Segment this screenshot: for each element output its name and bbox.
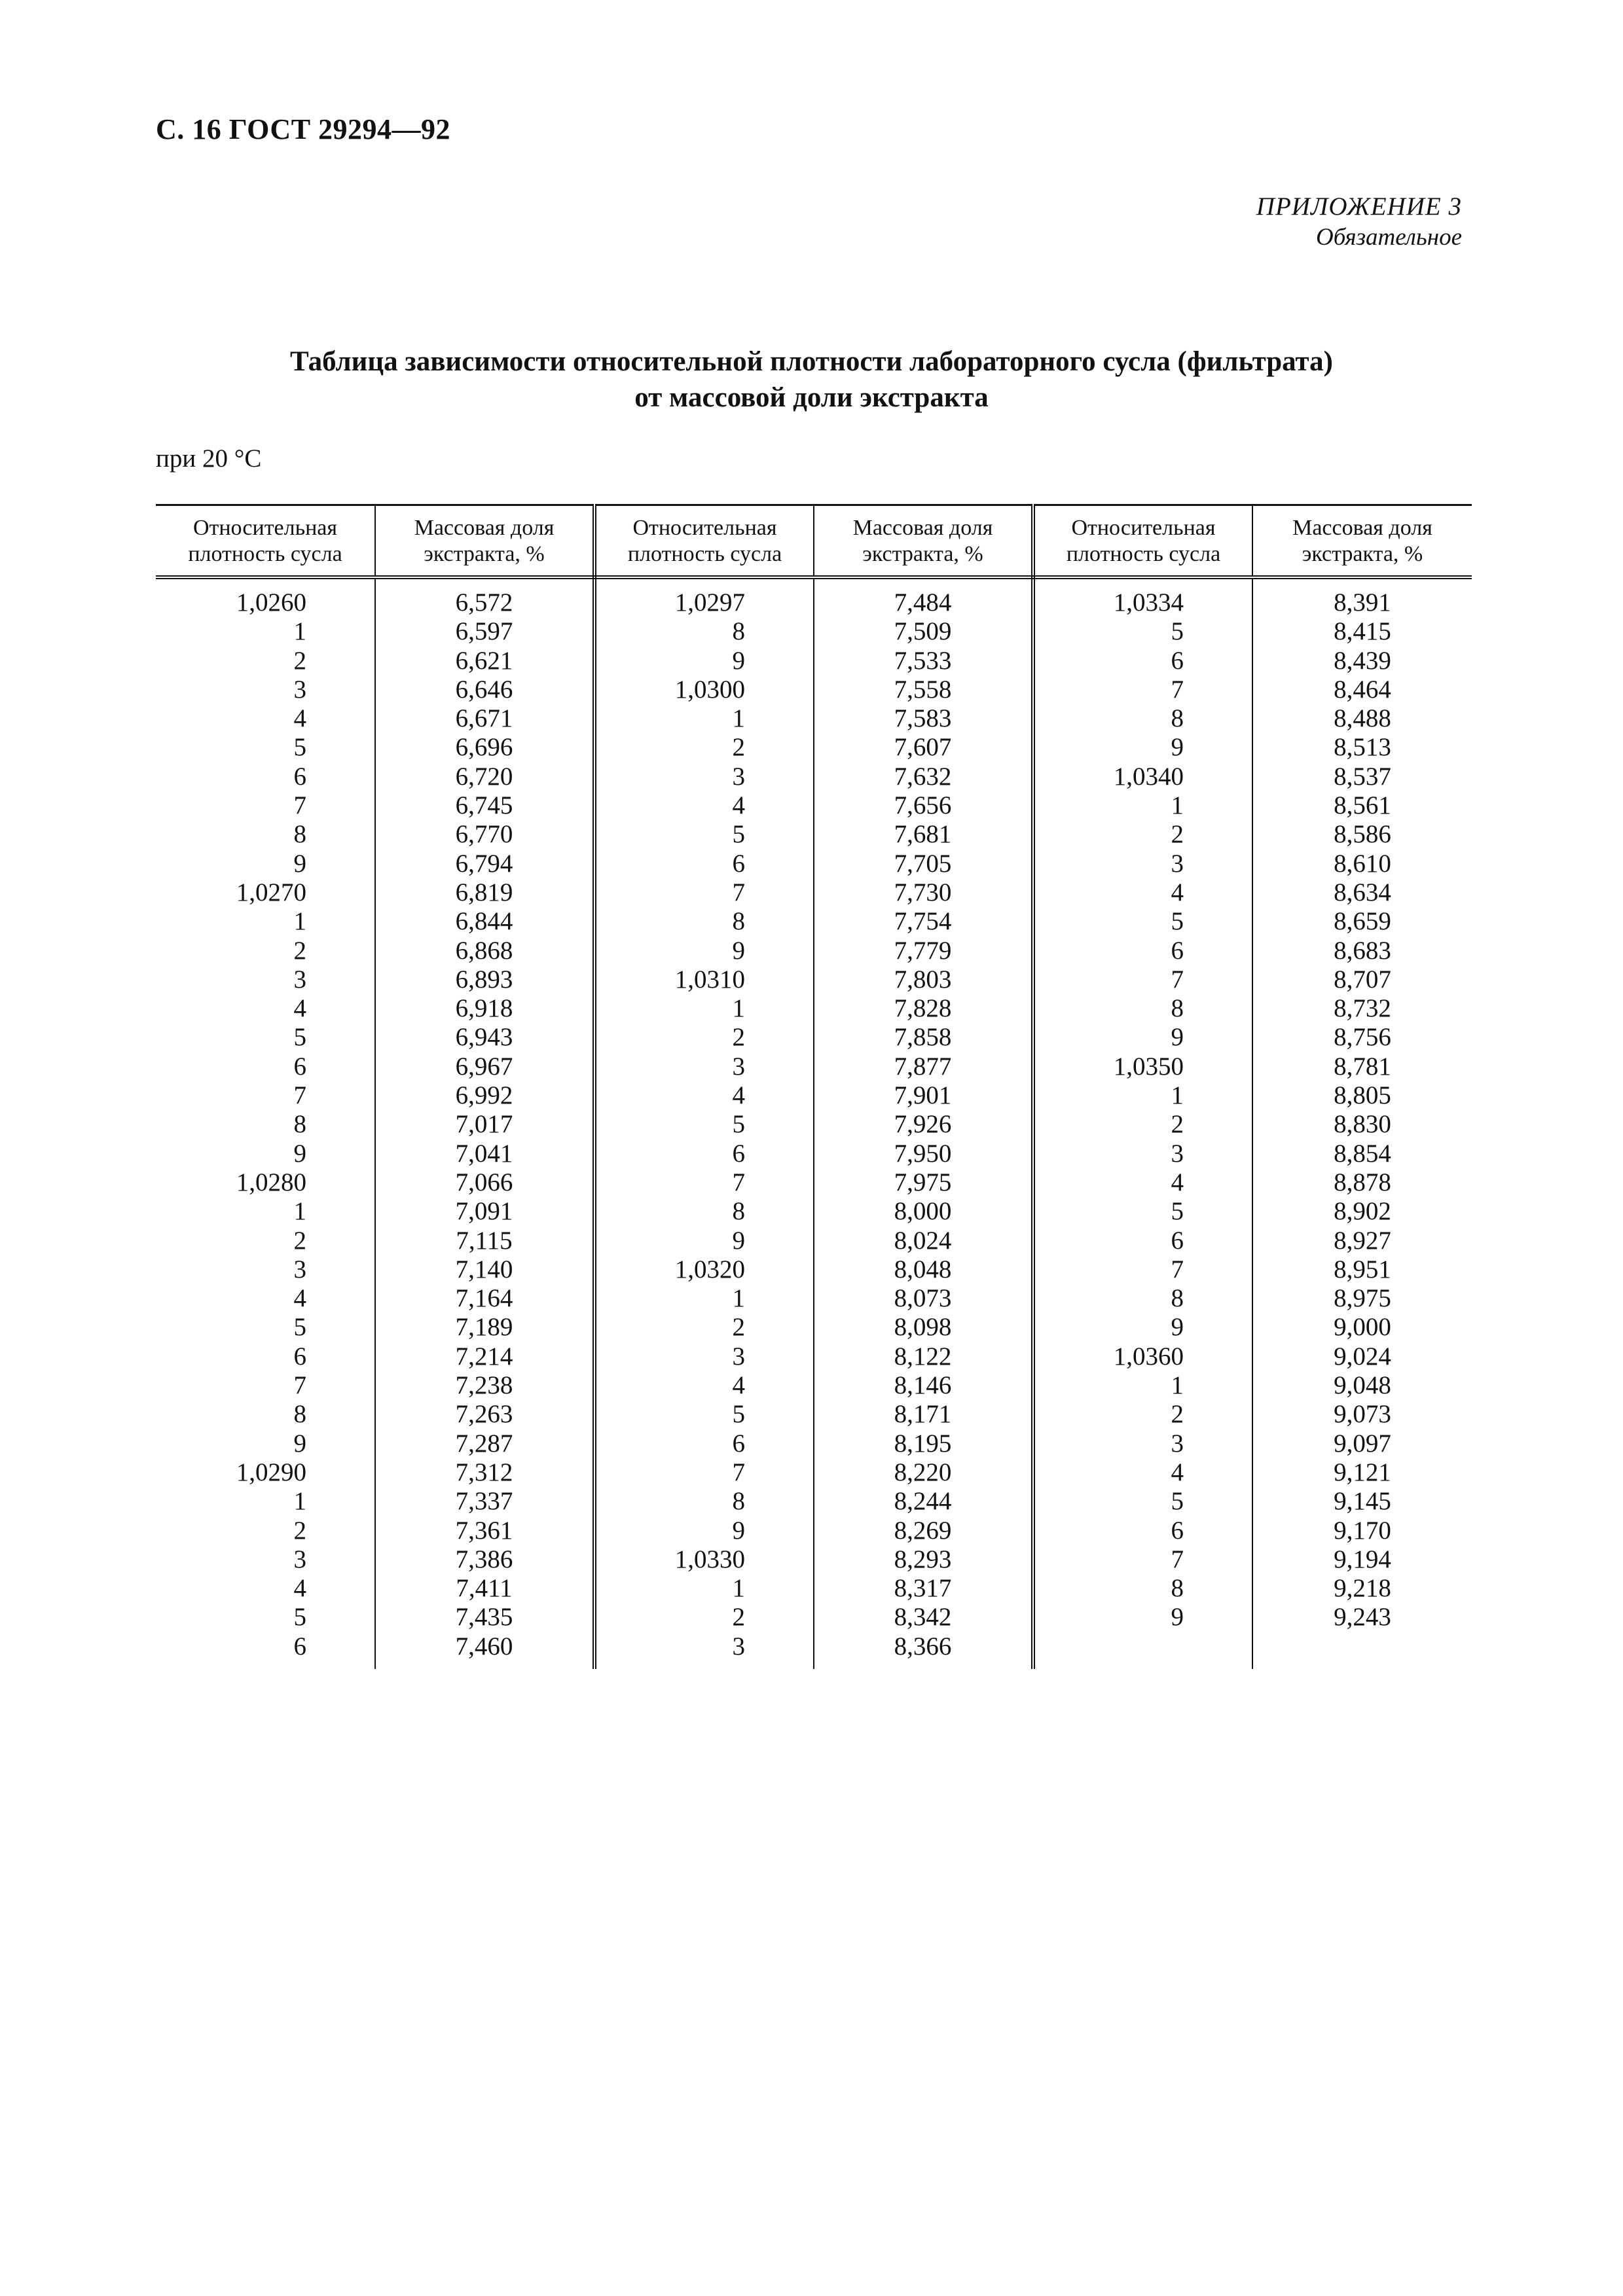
density-cell: 6 (594, 1139, 814, 1168)
extract-cell: 7,509 (814, 617, 1033, 646)
extract-cell: 8,586 (1334, 820, 1391, 849)
density-cell: 4 (594, 1371, 814, 1400)
extract-cell: 7,803 (814, 965, 1033, 994)
table-row (156, 1197, 1472, 1226)
extract-cell: 8,610 (1334, 849, 1391, 878)
table-row (156, 1429, 1472, 1458)
table-header-row (156, 505, 1472, 578)
density-cell: 8 (594, 617, 814, 646)
density-cell: 1,0360 (1033, 1342, 1252, 1371)
table-row (156, 733, 1472, 762)
extract-cell: 7,858 (814, 1023, 1033, 1052)
table-row (156, 1458, 1472, 1487)
density-cell: 3 (594, 1632, 814, 1669)
table-row (156, 937, 1472, 965)
extract-cell: 6,621 (375, 647, 594, 675)
extract-cell: 9,097 (1334, 1429, 1391, 1458)
density-cell: 2 (1033, 820, 1252, 849)
density-cell: 7 (594, 1168, 814, 1197)
extract-cell: 9,194 (1334, 1545, 1391, 1573)
extract-cell: 7,558 (814, 675, 1033, 704)
density-cell: 3 (594, 1052, 814, 1081)
density-cell: 5 (594, 1110, 814, 1139)
density-cell: 5 (1033, 617, 1252, 646)
extract-cell: 8,439 (1334, 646, 1391, 675)
table-row (156, 994, 1472, 1023)
density-cell: 8 (156, 1400, 375, 1429)
extract-cell: 8,732 (1334, 994, 1391, 1023)
table-row (156, 577, 1472, 617)
density-cell: 1 (156, 1487, 375, 1516)
extract-cell: 8,048 (814, 1255, 1033, 1284)
extract-cell: 7,656 (814, 791, 1033, 820)
extract-cell: 7,754 (814, 907, 1033, 936)
density-cell: 3 (156, 965, 375, 994)
table-row (156, 791, 1472, 820)
extract-cell: 6,745 (375, 791, 594, 820)
density-cell: 7 (1033, 675, 1252, 704)
density-cell: 1,0310 (594, 965, 814, 994)
density-cell: 9 (594, 1516, 814, 1545)
extract-cell: 9,073 (1334, 1400, 1391, 1429)
extract-cell: 6,770 (375, 820, 594, 849)
density-cell (1033, 1632, 1252, 1669)
density-cell: 9 (1033, 1313, 1252, 1342)
density-cell: 4 (156, 994, 375, 1023)
density-cell: 5 (156, 733, 375, 762)
density-cell: 2 (594, 1023, 814, 1052)
density-cell: 7 (1033, 965, 1252, 994)
extract-cell: 6,597 (375, 617, 594, 646)
table-row (156, 1632, 1472, 1669)
extract-cell: 8,951 (1334, 1255, 1391, 1283)
density-cell: 3 (1033, 850, 1252, 878)
table-body (156, 577, 1472, 1669)
density-cell: 5 (1033, 1197, 1252, 1226)
table-row (156, 1342, 1472, 1371)
extract-cell: 8,244 (814, 1487, 1033, 1516)
extract-cell: 6,696 (375, 733, 594, 762)
density-cell: 1 (594, 1284, 814, 1313)
extract-cell: 8,073 (814, 1284, 1033, 1313)
extract-cell: 8,927 (1334, 1226, 1391, 1255)
extract-cell: 8,781 (1334, 1052, 1391, 1081)
extract-cell: 7,533 (814, 647, 1033, 675)
table-row (156, 1168, 1472, 1197)
density-cell: 2 (156, 937, 375, 965)
density-cell: 2 (1033, 1110, 1252, 1139)
table-row (156, 1603, 1472, 1632)
extract-cell: 6,967 (375, 1052, 594, 1081)
density-cell: 7 (156, 1371, 375, 1400)
density-cell: 6 (156, 1342, 375, 1371)
extract-cell: 8,269 (814, 1516, 1033, 1545)
extract-cell: 6,794 (375, 850, 594, 878)
density-cell: 5 (1033, 1487, 1252, 1516)
extract-cell: 8,854 (1334, 1139, 1391, 1168)
extract-cell: 6,646 (375, 675, 594, 704)
extract-cell: 9,000 (1334, 1313, 1391, 1342)
extract-cell: 7,926 (814, 1110, 1033, 1139)
extract-cell: 7,730 (814, 878, 1033, 907)
density-cell: 3 (156, 675, 375, 704)
density-cell: 1 (156, 907, 375, 936)
extract-cell: 8,537 (1334, 762, 1391, 791)
extract-cell: 8,195 (814, 1429, 1033, 1458)
extract-cell: 7,164 (375, 1284, 594, 1313)
density-cell: 1 (594, 704, 814, 733)
density-cell: 1,0300 (594, 675, 814, 704)
density-cell: 6 (156, 762, 375, 791)
extract-cell: 7,312 (375, 1458, 594, 1487)
extract-cell: 7,287 (375, 1429, 594, 1458)
extract-cell (1252, 1632, 1472, 1669)
extract-cell: 8,561 (1334, 791, 1391, 820)
table-row (156, 878, 1472, 907)
extract-cell: 9,048 (1334, 1371, 1391, 1400)
density-extract-table-container (156, 504, 1472, 1669)
density-cell: 9 (156, 850, 375, 878)
extract-cell: 7,950 (814, 1139, 1033, 1168)
extract-cell: 8,488 (1334, 704, 1391, 733)
density-cell: 1,0350 (1033, 1052, 1252, 1081)
table-row (156, 1313, 1472, 1342)
density-cell: 5 (1033, 907, 1252, 936)
extract-cell: 7,263 (375, 1400, 594, 1429)
density-cell: 9 (594, 647, 814, 675)
extract-cell: 8,659 (1334, 907, 1391, 936)
density-cell: 7 (1033, 1545, 1252, 1574)
density-cell: 9 (1033, 1603, 1252, 1632)
table-title-line-2: от массовой доли экстракта (634, 382, 989, 413)
density-cell: 8 (156, 1110, 375, 1139)
extract-cell: 8,805 (1334, 1081, 1391, 1110)
page-header: С. 16 ГОСТ 29294—92 (156, 113, 451, 145)
density-cell: 1,0270 (156, 878, 375, 907)
extract-cell: 7,361 (375, 1516, 594, 1545)
table-row (156, 1139, 1472, 1168)
extract-cell: 7,632 (814, 762, 1033, 791)
density-cell: 1 (1033, 791, 1252, 820)
density-cell: 1 (594, 1574, 814, 1603)
density-extract-table (156, 504, 1472, 1669)
density-cell: 4 (156, 1284, 375, 1313)
density-cell: 9 (156, 1139, 375, 1168)
density-cell: 6 (1033, 1516, 1252, 1545)
density-cell: 1,0334 (1033, 577, 1252, 617)
table-row (156, 1400, 1472, 1429)
table-row (156, 647, 1472, 675)
density-cell: 2 (156, 1516, 375, 1545)
extract-cell: 8,220 (814, 1458, 1033, 1487)
extract-cell: 8,024 (814, 1227, 1033, 1255)
density-cell: 8 (594, 1197, 814, 1226)
density-cell: 6 (1033, 1227, 1252, 1255)
table-row (156, 1052, 1472, 1081)
extract-cell: 8,683 (1334, 936, 1391, 965)
density-cell: 4 (156, 1574, 375, 1603)
extract-cell: 6,819 (375, 878, 594, 907)
extract-cell: 7,115 (375, 1227, 594, 1255)
table-row (156, 1487, 1472, 1516)
density-cell: 5 (156, 1313, 375, 1342)
extract-cell: 7,337 (375, 1487, 594, 1516)
density-cell: 2 (594, 733, 814, 762)
extract-cell: 7,779 (814, 937, 1033, 965)
density-cell: 1,0330 (594, 1545, 814, 1574)
extract-cell: 9,243 (1334, 1603, 1391, 1632)
density-cell: 8 (1033, 1284, 1252, 1313)
density-cell: 3 (156, 1545, 375, 1574)
extract-cell: 9,145 (1334, 1487, 1391, 1516)
density-cell: 1 (594, 994, 814, 1023)
extract-cell: 8,415 (1334, 617, 1391, 646)
extract-cell: 7,828 (814, 994, 1033, 1023)
table-row (156, 820, 1472, 849)
extract-cell: 8,171 (814, 1400, 1033, 1429)
density-cell: 1,0340 (1033, 762, 1252, 791)
extract-cell: 8,366 (814, 1632, 1033, 1669)
density-cell: 9 (1033, 1023, 1252, 1052)
density-cell: 4 (594, 791, 814, 820)
density-cell: 9 (1033, 733, 1252, 762)
extract-cell: 7,975 (814, 1168, 1033, 1197)
density-cell: 7 (594, 1458, 814, 1487)
extract-cell: 7,214 (375, 1342, 594, 1371)
density-cell: 5 (156, 1603, 375, 1632)
density-cell: 1,0320 (594, 1255, 814, 1284)
extract-cell: 7,877 (814, 1052, 1033, 1081)
extract-cell: 7,411 (375, 1574, 594, 1603)
table-row (156, 1023, 1472, 1052)
extract-cell: 7,484 (814, 577, 1033, 617)
extract-cell: 6,572 (375, 577, 594, 617)
extract-cell: 6,671 (375, 704, 594, 733)
column-header-density-1: Относительная плотность сусла (156, 505, 375, 578)
extract-cell: 9,121 (1334, 1458, 1391, 1486)
appendix-block (1256, 191, 1462, 253)
appendix-label: ПРИЛОЖЕНИЕ 3 (1256, 192, 1462, 221)
temperature-condition: при 20 °С (156, 444, 262, 473)
extract-cell: 8,513 (1334, 733, 1391, 762)
density-cell: 6 (1033, 647, 1252, 675)
extract-cell: 7,901 (814, 1081, 1033, 1110)
table-row (156, 1516, 1472, 1545)
density-cell: 3 (156, 1255, 375, 1284)
extract-cell: 8,098 (814, 1313, 1033, 1342)
appendix-status: Обязательное (1315, 224, 1462, 251)
extract-cell: 9,218 (1334, 1574, 1391, 1603)
extract-cell: 8,000 (814, 1197, 1033, 1226)
table-row (156, 1284, 1472, 1313)
density-cell: 7 (1033, 1255, 1252, 1284)
density-cell: 6 (594, 1429, 814, 1458)
extract-cell: 8,391 (1334, 588, 1391, 617)
density-cell: 6 (594, 850, 814, 878)
density-cell: 1,0297 (594, 577, 814, 617)
density-cell: 7 (156, 791, 375, 820)
table-row (156, 1227, 1472, 1255)
density-cell: 9 (594, 937, 814, 965)
density-cell: 2 (1033, 1400, 1252, 1429)
density-cell: 3 (594, 762, 814, 791)
extract-cell: 7,583 (814, 704, 1033, 733)
column-header-extract-3: Массовая доля экстракта, % (1252, 505, 1472, 578)
extract-cell: 6,720 (375, 762, 594, 791)
table-row (156, 1255, 1472, 1284)
table-row (156, 675, 1472, 704)
extract-cell: 7,386 (375, 1545, 594, 1574)
density-cell: 5 (156, 1023, 375, 1052)
extract-cell: 8,293 (814, 1545, 1033, 1574)
density-cell: 1 (156, 617, 375, 646)
extract-cell: 8,122 (814, 1342, 1033, 1371)
column-header-density-2: Относительная плотность сусла (594, 505, 814, 578)
density-cell: 6 (156, 1052, 375, 1081)
density-cell: 1 (1033, 1371, 1252, 1400)
extract-cell: 6,844 (375, 907, 594, 936)
extract-cell: 7,607 (814, 733, 1033, 762)
density-cell: 6 (156, 1632, 375, 1669)
table-title-line-1: Таблица зависимости относительной плотности лабораторного сусла (фильтрата) (289, 346, 1334, 377)
extract-cell: 7,140 (375, 1255, 594, 1284)
extract-cell: 8,756 (1334, 1023, 1391, 1052)
table-row (156, 1545, 1472, 1574)
extract-cell: 8,464 (1334, 675, 1391, 704)
column-header-extract-2: Массовая доля экстракта, % (814, 505, 1033, 578)
density-cell: 7 (594, 878, 814, 907)
density-cell: 1 (1033, 1081, 1252, 1110)
density-cell: 8 (594, 907, 814, 936)
extract-cell: 6,943 (375, 1023, 594, 1052)
extract-cell: 7,066 (375, 1168, 594, 1197)
density-cell: 4 (1033, 878, 1252, 907)
density-cell: 1,0280 (156, 1168, 375, 1197)
density-cell: 8 (156, 820, 375, 849)
extract-cell: 8,975 (1334, 1284, 1391, 1313)
extract-cell: 9,170 (1334, 1516, 1391, 1545)
extract-cell: 7,189 (375, 1313, 594, 1342)
extract-cell: 8,830 (1334, 1110, 1391, 1139)
density-cell: 3 (1033, 1429, 1252, 1458)
extract-cell: 7,041 (375, 1139, 594, 1168)
extract-cell: 6,918 (375, 994, 594, 1023)
extract-cell: 8,878 (1334, 1168, 1391, 1196)
table-row (156, 965, 1472, 994)
extract-cell: 7,460 (375, 1632, 594, 1669)
density-cell: 2 (156, 647, 375, 675)
table-row (156, 850, 1472, 878)
density-cell: 2 (156, 1227, 375, 1255)
extract-cell: 7,017 (375, 1110, 594, 1139)
density-cell: 3 (1033, 1139, 1252, 1168)
density-cell: 4 (1033, 1168, 1252, 1197)
table-row (156, 617, 1472, 646)
density-cell: 7 (156, 1081, 375, 1110)
density-cell: 1,0290 (156, 1458, 375, 1487)
table-row (156, 704, 1472, 733)
extract-cell: 6,992 (375, 1081, 594, 1110)
table-row (156, 907, 1472, 936)
density-cell: 1 (156, 1197, 375, 1226)
extract-cell: 8,317 (814, 1574, 1033, 1603)
extract-cell: 8,902 (1334, 1197, 1391, 1226)
density-cell: 9 (156, 1429, 375, 1458)
density-cell: 4 (594, 1081, 814, 1110)
table-row (156, 1110, 1472, 1139)
extract-cell: 9,024 (1334, 1342, 1391, 1371)
table-row (156, 1081, 1472, 1110)
table-title (0, 344, 1623, 416)
extract-cell: 8,342 (814, 1603, 1033, 1632)
column-header-density-3: Относительная плотность сусла (1033, 505, 1252, 578)
density-cell: 2 (594, 1603, 814, 1632)
density-cell: 8 (594, 1487, 814, 1516)
density-cell: 4 (156, 704, 375, 733)
extract-cell: 7,681 (814, 820, 1033, 849)
extract-cell: 8,707 (1334, 965, 1391, 994)
density-cell: 8 (1033, 994, 1252, 1023)
density-cell: 4 (1033, 1458, 1252, 1487)
density-cell: 1,0260 (156, 577, 375, 617)
density-cell: 2 (594, 1313, 814, 1342)
density-cell: 6 (1033, 937, 1252, 965)
table-row (156, 1574, 1472, 1603)
extract-cell: 7,091 (375, 1197, 594, 1226)
table-row (156, 1371, 1472, 1400)
density-cell: 8 (1033, 704, 1252, 733)
extract-cell: 6,868 (375, 937, 594, 965)
extract-cell: 8,146 (814, 1371, 1033, 1400)
density-cell: 5 (594, 820, 814, 849)
density-cell: 3 (594, 1342, 814, 1371)
column-header-extract-1: Массовая доля экстракта, % (375, 505, 594, 578)
density-cell: 5 (594, 1400, 814, 1429)
extract-cell: 8,634 (1334, 878, 1391, 906)
extract-cell: 6,893 (375, 965, 594, 994)
density-cell: 8 (1033, 1574, 1252, 1603)
density-cell: 9 (594, 1227, 814, 1255)
extract-cell: 7,435 (375, 1603, 594, 1632)
table-row (156, 762, 1472, 791)
extract-cell: 7,705 (814, 850, 1033, 878)
extract-cell: 7,238 (375, 1371, 594, 1400)
